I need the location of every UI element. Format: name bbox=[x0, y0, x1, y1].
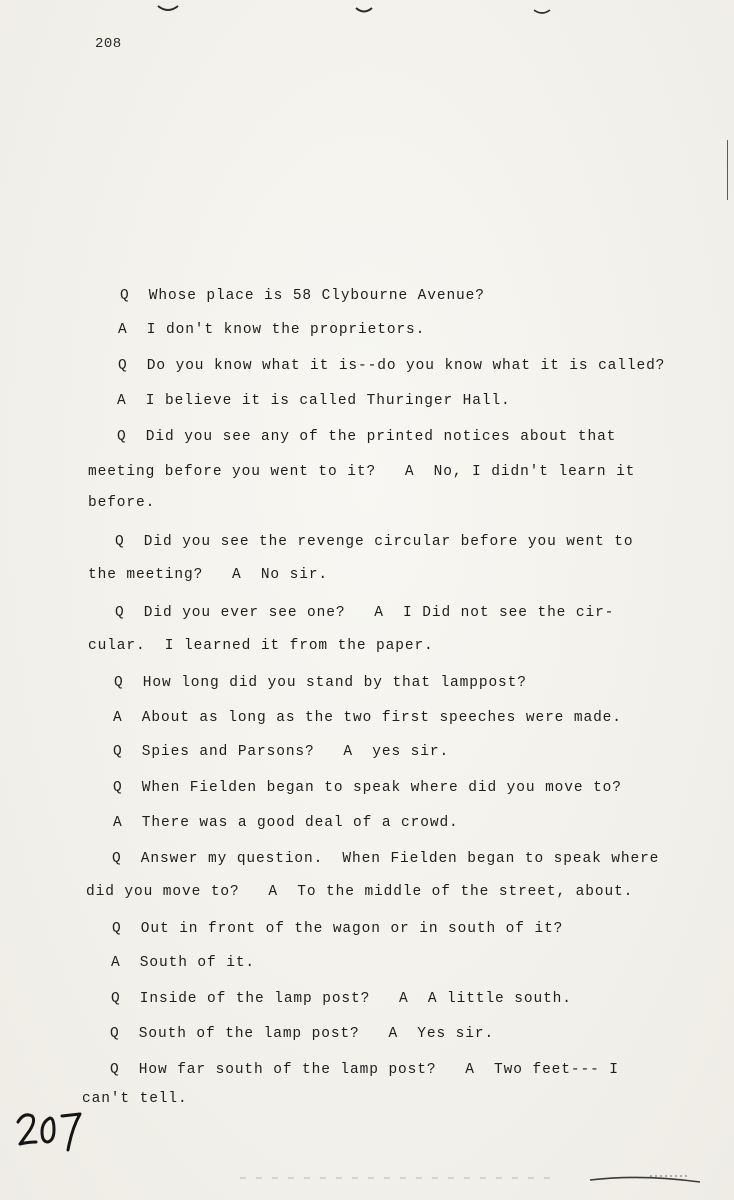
transcript-line: Q Do you know what it is--do you know what it is called? bbox=[118, 358, 666, 374]
handwritten-page-number bbox=[14, 1108, 84, 1158]
transcript-line: A About as long as the two first speeches were made. bbox=[113, 710, 622, 726]
transcript-line: can't tell. bbox=[82, 1091, 188, 1107]
transcript-line: A I don't know the proprietors. bbox=[118, 322, 426, 338]
transcript-line: Q Did you ever see one? A I Did not see the cir- bbox=[115, 605, 615, 621]
transcript-line: Q Inside of the lamp post? A A little south. bbox=[111, 991, 572, 1007]
transcript-line: meeting before you went to it? A No, I didn't learn it bbox=[88, 464, 636, 480]
transcript-line: A I believe it is called Thuringer Hall. bbox=[117, 393, 511, 409]
transcript-line: A There was a good deal of a crowd. bbox=[113, 815, 459, 831]
transcript-line: Q When Fielden began to speak where did you move to? bbox=[113, 780, 622, 796]
transcript-line: Q Did you see any of the printed notices about that bbox=[117, 429, 617, 445]
transcript-line: cular. I learned it from the paper. bbox=[88, 638, 434, 654]
transcript-line: Q Spies and Parsons? A yes sir. bbox=[113, 744, 450, 760]
transcript-line: Q Answer my question. When Fielden began to speak where bbox=[112, 851, 660, 867]
transcript-line: A South of it. bbox=[111, 955, 256, 971]
transcript-line: Q How long did you stand by that lamppost? bbox=[114, 675, 527, 691]
transcript-line: the meeting? A No sir. bbox=[88, 567, 329, 583]
transcript-line: Q Did you see the revenge circular before you went to bbox=[115, 534, 634, 550]
page-number: 208 bbox=[95, 36, 122, 52]
transcript-line: did you move to? A To the middle of the street, about. bbox=[86, 884, 634, 900]
transcript-line: before. bbox=[88, 495, 156, 511]
transcript-line: Q How far south of the lamp post? A Two feet--- I bbox=[110, 1062, 619, 1078]
bottom-scan-marks bbox=[0, 1170, 734, 1190]
transcript-line: Q South of the lamp post? A Yes sir. bbox=[110, 1026, 495, 1042]
transcript-line: Q Whose place is 58 Clybourne Avenue? bbox=[120, 288, 485, 304]
transcript-line: Q Out in front of the wagon or in south of it? bbox=[112, 921, 564, 937]
